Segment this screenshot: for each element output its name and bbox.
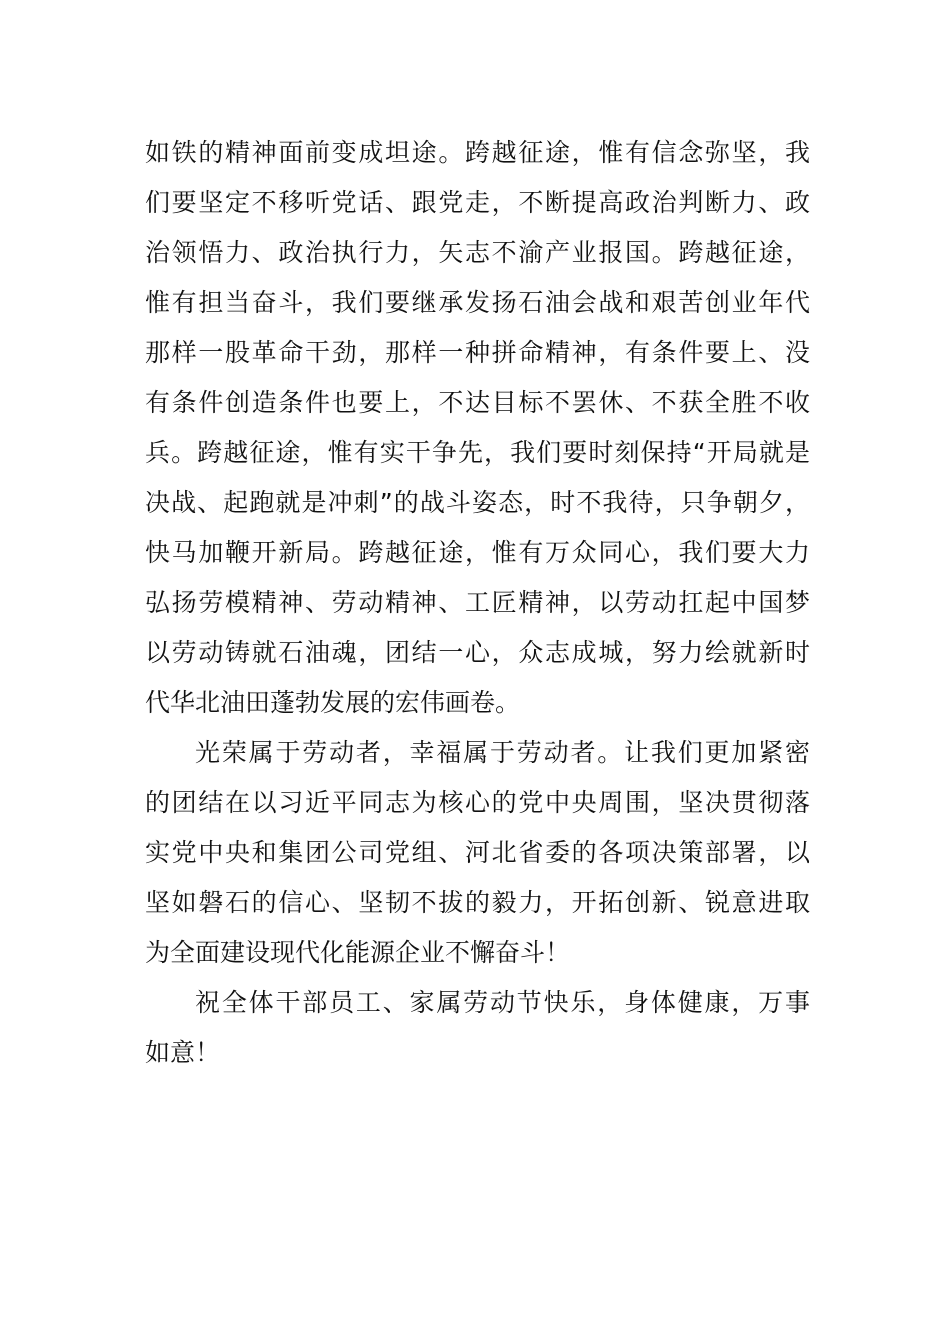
text-line: 实党中央和集团公司党组、河北省委的各项决策部署，以 (145, 838, 810, 867)
document-body (145, 128, 810, 1078)
text-line: 快马加鞭开新局。跨越征途，惟有万众同心，我们要大力 (145, 538, 810, 567)
text-line: 有条件创造条件也要上，不达目标不罢休、不获全胜不收 (145, 388, 810, 417)
text-line: 以劳动铸就石油魂，团结一心，众志成城，努力绘就新时 (145, 638, 810, 667)
text-line: 治领悟力、政治执行力，矢志不渝产业报国。跨越征途， (145, 238, 810, 267)
text-line: 惟有担当奋斗，我们要继承发扬石油会战和艰苦创业年代 (145, 288, 810, 317)
text-line: 弘扬劳模精神、劳动精神、工匠精神，以劳动扛起中国梦 (145, 588, 810, 617)
text-line: 代华北油田蓬勃发展的宏伟画卷。 (145, 688, 521, 717)
text-line: 如铁的精神面前变成坦途。跨越征途，惟有信念弥坚，我 (145, 138, 810, 167)
text-line: 祝全体干部员工、家属劳动节快乐，身体健康，万事 (195, 988, 810, 1017)
text-line: 光荣属于劳动者，幸福属于劳动者。让我们更加紧密 (195, 738, 810, 767)
text-line: 的团结在以习近平同志为核心的党中央周围，坚决贯彻落 (145, 788, 810, 817)
text-line: 们要坚定不移听党话、跟党走，不断提高政治判断力、政 (145, 188, 810, 217)
text-line: 如意！ (145, 1038, 221, 1067)
text-line: 决战、起跑就是冲刺”的战斗姿态，时不我待，只争朝夕， (145, 488, 810, 517)
text-line: 为全面建设现代化能源企业不懈奋斗！ (145, 938, 571, 967)
text-line: 坚如磐石的信心、坚韧不拔的毅力，开拓创新、锐意进取 (145, 888, 810, 917)
text-line: 那样一股革命干劲，那样一种拼命精神，有条件要上、没 (145, 338, 810, 367)
text-line: 兵。跨越征途，惟有实干争先，我们要时刻保持“开局就是 (145, 438, 810, 467)
